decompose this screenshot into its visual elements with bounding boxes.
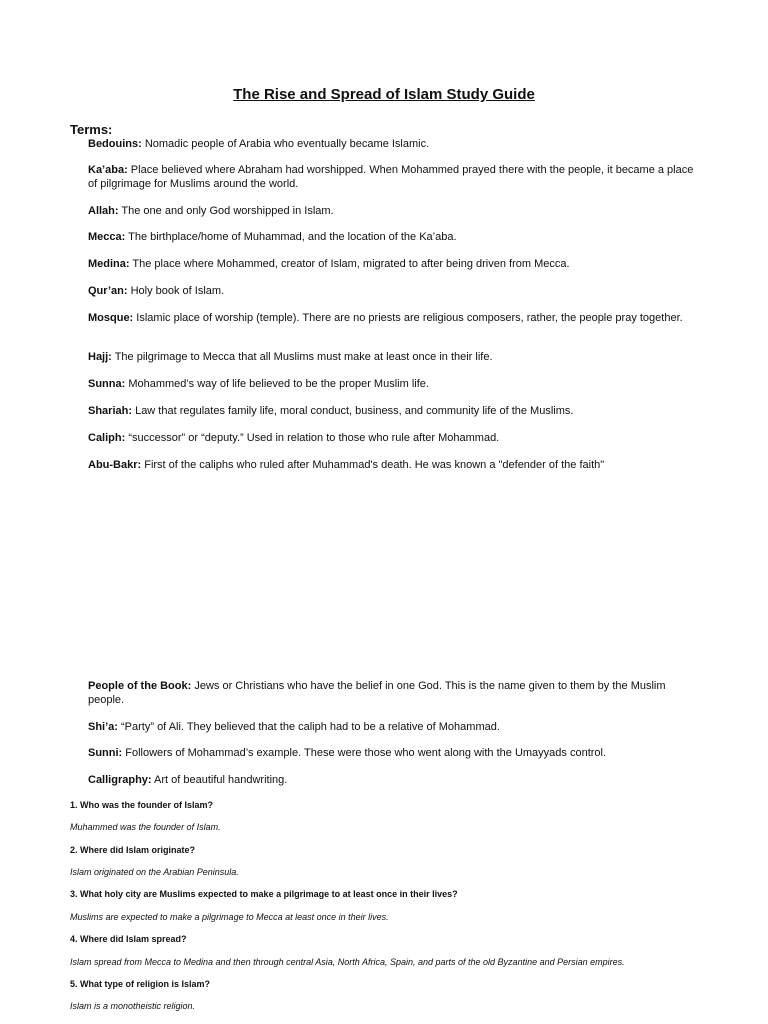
question-5: 5. What type of religion is Islam? [70, 979, 211, 989]
term-sunna [88, 378, 700, 392]
term-shariah [88, 405, 700, 419]
term-definition: The pilgrimage to Mecca that all Muslims must make at least once in their life. [111, 351, 493, 363]
term-bedouins [88, 138, 700, 152]
term-definition: Islamic place of worship (temple). There are no priests are religious composers, rather, the people pray together. [133, 312, 683, 324]
term-name: Abu-Bakr: [88, 459, 142, 471]
term-medina [88, 258, 700, 272]
term-name: Ka’aba: [88, 164, 128, 176]
term-name: Caliph: [88, 432, 126, 444]
answer-4: Islam spread from Mecca to Medina and then through central Asia, North Africa, Spain, and parts of the old Byzantine and Persian empires. [70, 957, 625, 967]
term-definition: Mohammed’s way of life believed to be the proper Muslim life. [125, 378, 429, 390]
term-name: Sunna: [88, 378, 126, 390]
terms-heading: Terms: [70, 122, 113, 137]
term-name: Shi’a: [88, 721, 118, 733]
term-definition: The one and only God worshipped in Islam. [118, 205, 334, 217]
term-name: Sunni: [88, 747, 123, 759]
term-definition: “Party” of Ali. They believed that the caliph had to be a relative of Mohammad. [117, 721, 500, 733]
term-definition: Jews or Christians who have the belief in one God. This is the name given to them by the Muslim people. [88, 680, 666, 706]
term-definition: First of the caliphs who ruled after Muhammad's death. He was known a "defender of the faith" [141, 459, 605, 471]
term-definition: The place where Mohammed, creator of Islam, migrated to after being driven from Mecca. [129, 258, 570, 270]
term-allah [88, 205, 700, 219]
answer-3: Muslims are expected to make a pilgrimage to Mecca at least once in their lives. [70, 912, 389, 922]
term-abu-bakr [88, 459, 700, 473]
term-caliph [88, 432, 700, 446]
term-kaaba [88, 164, 700, 191]
term-definition: Followers of Mohammad’s example. These were those who went along with the Umayyads control. [122, 747, 607, 759]
term-name: Calligraphy: [88, 774, 152, 786]
term-people-of-the-book [88, 680, 700, 707]
question-2: 2. Where did Islam originate? [70, 845, 196, 855]
term-definition: “successor” or “deputy.” Used in relation to those who rule after Mohammad. [125, 432, 500, 444]
question-4: 4. Where did Islam spread? [70, 934, 187, 944]
term-calligraphy [88, 774, 700, 788]
answer-2: Islam originated on the Arabian Peninsula. [70, 867, 239, 877]
term-definition: Law that regulates family life, moral conduct, business, and community life of the Muslims. [132, 405, 574, 417]
term-name: Qur’an: [88, 285, 128, 297]
term-name: Bedouins: [88, 138, 142, 150]
answer-1: Muhammed was the founder of Islam. [70, 822, 221, 832]
question-1: 1. Who was the founder of Islam? [70, 800, 214, 810]
term-definition: Art of beautiful handwriting. [151, 774, 288, 786]
term-mosque [88, 312, 700, 326]
term-name: Hajj: [88, 351, 112, 363]
answer-5: Islam is a monotheistic religion. [70, 1001, 196, 1011]
term-name: Mosque: [88, 312, 134, 324]
term-shia [88, 721, 700, 735]
term-definition: The birthplace/home of Muhammad, and the location of the Ka’aba. [125, 231, 457, 243]
term-hajj [88, 351, 700, 365]
term-definition: Holy book of Islam. [127, 285, 225, 297]
term-definition: Place believed where Abraham had worshipped. When Mohammed prayed there with the people, it became a place of pilgrimage for Muslims around the world. [88, 164, 694, 190]
question-3: 3. What holy city are Muslims expected to make a pilgrimage to at least once in their lives? [70, 889, 458, 899]
term-name: People of the Book: [88, 680, 192, 692]
page-title: The Rise and Spread of Islam Study Guide [233, 86, 535, 103]
term-name: Mecca: [88, 231, 126, 243]
term-name: Allah: [88, 205, 119, 217]
term-name: Medina: [88, 258, 130, 270]
term-definition: Nomadic people of Arabia who eventually became Islamic. [141, 138, 430, 150]
term-mecca [88, 231, 700, 245]
term-quran [88, 285, 700, 299]
term-sunni [88, 747, 700, 761]
term-name: Shariah: [88, 405, 133, 417]
